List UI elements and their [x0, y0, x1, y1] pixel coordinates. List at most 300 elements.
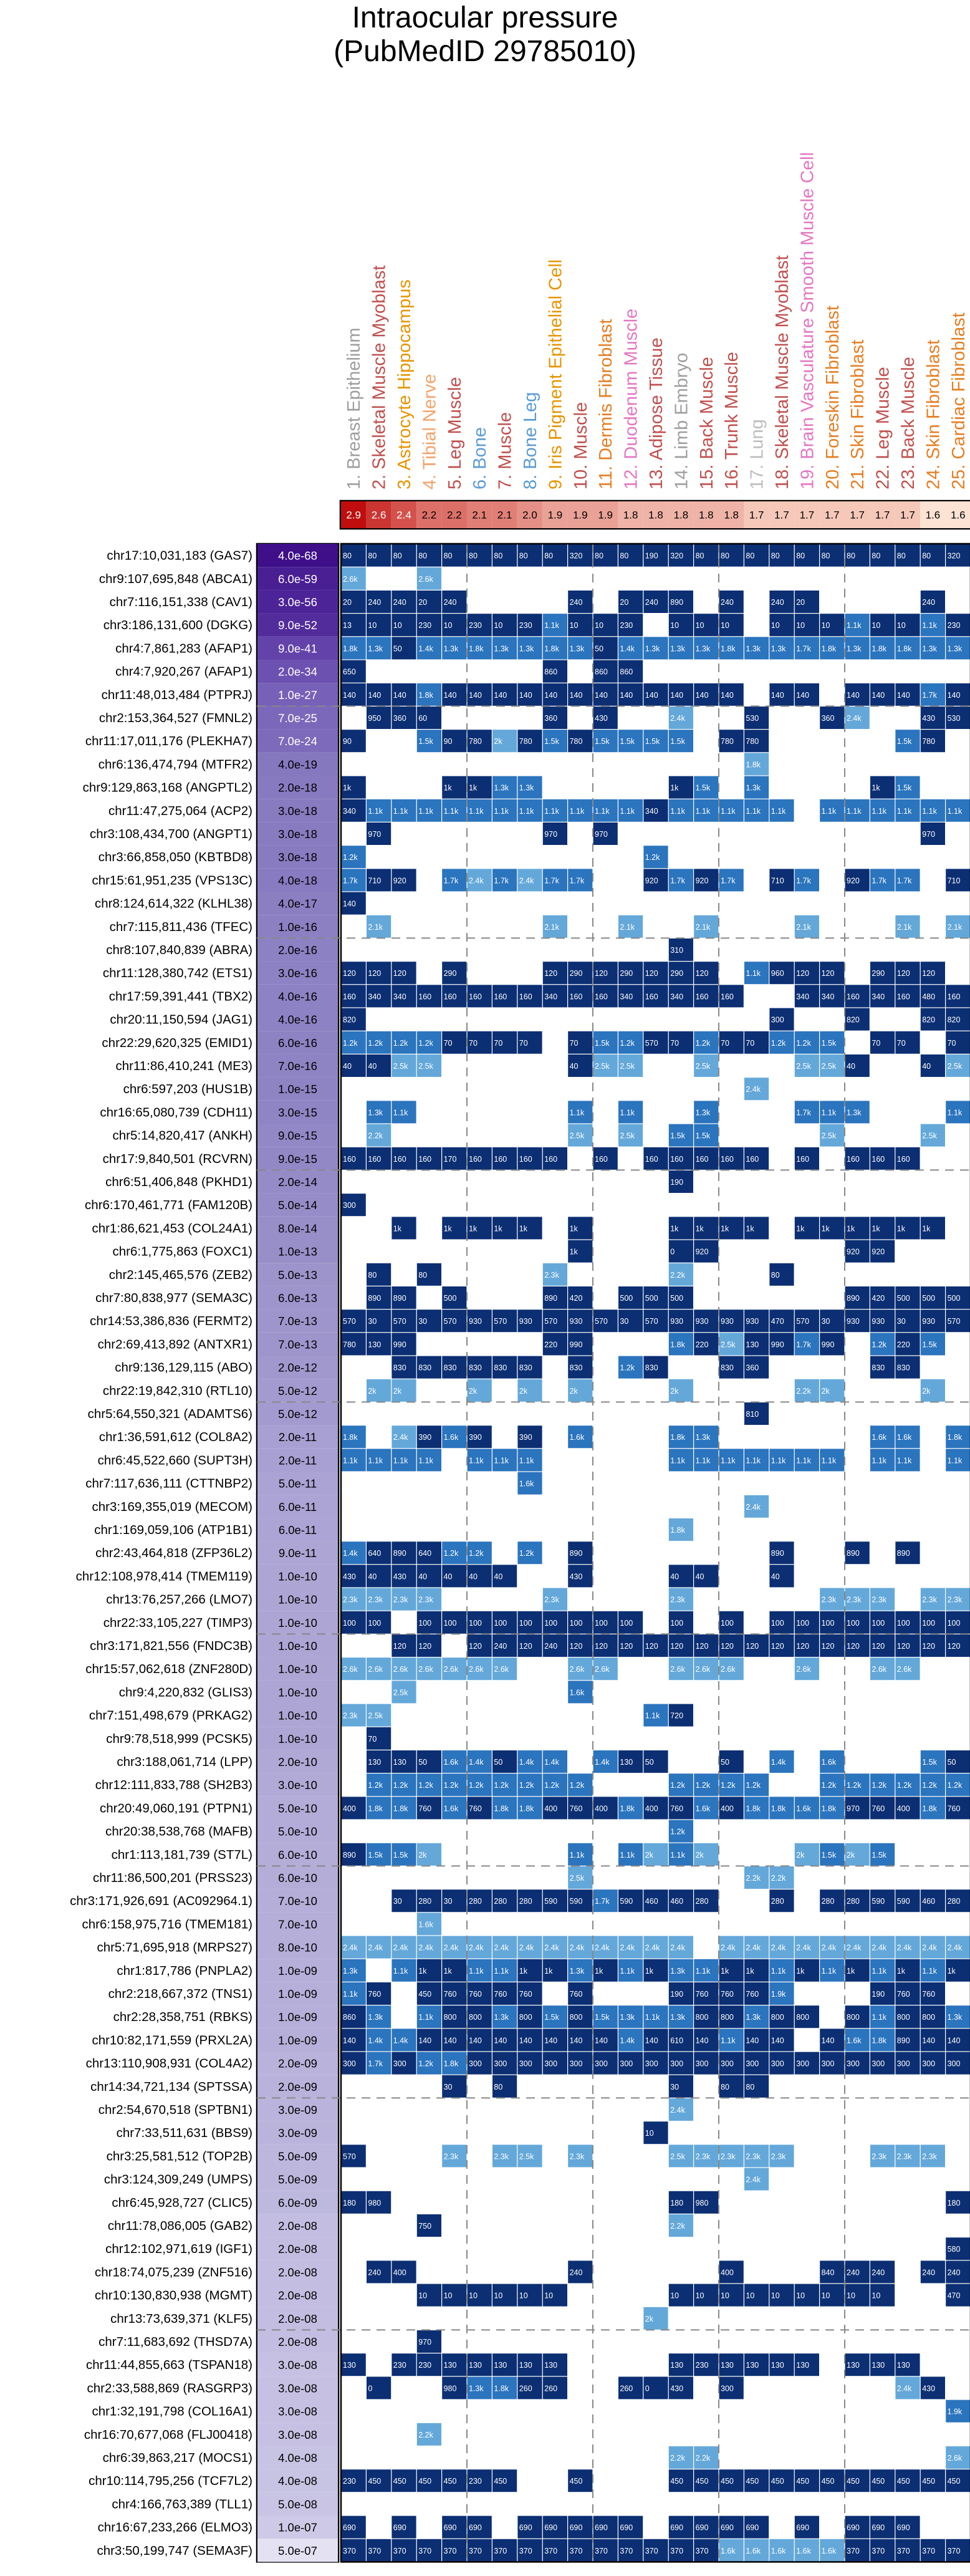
row-label: chr20:11,150,594 (JAG1) [110, 1012, 252, 1027]
cell-value: 2k [368, 1386, 377, 1396]
cell-value: 10 [872, 2291, 881, 2300]
cell-value: 710 [771, 876, 784, 885]
cell-value: 1.2k [771, 1038, 786, 1048]
score-value: 2.6 [371, 509, 387, 521]
cell-value: 10 [494, 2291, 503, 2300]
cell-value: 2.3k [847, 1595, 862, 1604]
cell-value: 1k [645, 1966, 654, 1975]
cell-value: 780 [469, 737, 482, 746]
cell-value: 1.1k [695, 1966, 711, 1975]
pvalue-text: 5.0e-11 [278, 1477, 317, 1490]
cell-value: 1.3k [922, 644, 937, 654]
cell-value: 80 [368, 1270, 377, 1280]
cell-value: 1.1k [469, 806, 484, 816]
cell-value: 820 [343, 1015, 356, 1025]
cell-value: 400 [393, 2268, 406, 2277]
cell-value: 820 [847, 1015, 860, 1025]
row-label: chr17:10,031,183 (GAS7) [107, 548, 252, 563]
cell-value: 2.6k [872, 1665, 887, 1674]
cell-value: 2.2k [418, 2430, 433, 2439]
pvalue-text: 6.0e-16 [278, 1036, 317, 1049]
cell-value: 280 [847, 1897, 860, 1906]
pvalue-text: 1.0e-09 [278, 1987, 317, 2000]
cell-value: 370 [418, 2546, 432, 2555]
cell-value: 180 [670, 2198, 684, 2207]
cell-value: 1.6k [569, 1688, 585, 1697]
cell-value: 2.6k [721, 1665, 736, 1674]
row-label: chr9:4,220,832 (GLIS3) [118, 1685, 252, 1700]
cell-value: 2.6k [418, 1665, 433, 1674]
cell-value: 260 [519, 2384, 532, 2393]
cell-value: 2.3k [872, 2152, 887, 2161]
cell-value: 760 [469, 1990, 482, 1999]
cell-value: 1.1k [771, 1456, 786, 1465]
cell-value: 430 [393, 1572, 406, 1581]
cell-value: 2.6k [443, 1665, 459, 1674]
cell-value: 1.8k [872, 644, 887, 654]
cell-value: 1.1k [947, 806, 963, 816]
cell-value: 1k [872, 1224, 880, 1233]
cell-value: 160 [645, 992, 658, 1001]
cell-value: 1.1k [393, 1456, 408, 1465]
cell-value: 1.2k [393, 1781, 408, 1790]
tissue-label: 6. Bone [470, 427, 491, 490]
cell-value: 2.3k [494, 2152, 509, 2161]
cell-value: 140 [922, 2036, 936, 2045]
cell-value: 890 [393, 1294, 406, 1303]
cell-value: 390 [469, 1433, 482, 1442]
cell-value: 930 [469, 1317, 482, 1326]
score-value: 1.8 [698, 509, 714, 521]
row-label: chr4:7,920,267 (AFAP1) [115, 664, 252, 679]
cell-value: 470 [947, 2291, 961, 2300]
cell-value: 30 [821, 1317, 830, 1326]
cell-value: 430 [922, 2384, 936, 2393]
cell-value: 80 [343, 551, 352, 561]
cell-value: 2k [821, 1386, 830, 1396]
cell-value: 1.3k [569, 1966, 585, 1975]
cell-value: 10 [670, 621, 679, 630]
pvalue-text: 4.0e-17 [278, 897, 317, 910]
cell-value: 930 [847, 1317, 860, 1326]
pvalue-text: 3.0e-18 [278, 851, 317, 864]
cell-value: 1.5k [872, 1850, 887, 1860]
cell-value: 830 [569, 1363, 583, 1372]
pvalue-text: 5.0e-13 [278, 1268, 317, 1281]
cell-value: 240 [494, 1642, 507, 1651]
cell-value: 40 [469, 1572, 478, 1581]
cell-value: 830 [494, 1363, 507, 1372]
cell-value: 760 [368, 1990, 382, 1999]
pvalue-text: 9.0e-15 [278, 1152, 317, 1165]
cell-value: 1k [443, 1966, 452, 1975]
row-label: chr6:158,975,716 (TMEM181) [82, 1917, 252, 1932]
cell-value: 2k [922, 1386, 931, 1396]
cell-value: 1.4k [393, 2036, 408, 2045]
cell-value: 70 [368, 1734, 377, 1744]
row-label: chr11:17,011,176 (PLEKHA7) [85, 734, 252, 749]
cell-value: 500 [947, 1294, 961, 1303]
cell-value: 120 [947, 1642, 961, 1651]
score-value: 1.8 [673, 509, 689, 521]
row-label: chr10:130,830,938 (MGMT) [95, 2288, 252, 2303]
cell-value: 970 [544, 830, 558, 839]
cell-value: 120 [872, 1642, 885, 1651]
cell-value: 190 [872, 1990, 885, 1999]
pvalue-text: 5.0e-10 [278, 1802, 317, 1815]
cell-value: 1.4k [620, 644, 635, 654]
cell-value: 1k [872, 783, 880, 793]
cell-value: 1.5k [922, 1340, 937, 1349]
cell-value: 2.4k [544, 1943, 559, 1952]
cell-value: 140 [544, 2036, 558, 2045]
cell-value: 160 [847, 1154, 860, 1164]
cell-value: 10 [494, 621, 503, 630]
row-label: chr10:82,171,559 (PRXL2A) [92, 2033, 252, 2048]
cell-value: 280 [519, 1897, 532, 1906]
cell-value: 2.6k [368, 1665, 383, 1674]
cell-value: 140 [872, 690, 885, 700]
cell-value: 2.4k [821, 1943, 837, 1952]
row-label: chr15:57,062,618 (ZNF280D) [85, 1662, 252, 1677]
cell-value: 690 [746, 2523, 759, 2532]
cell-value: 1.3k [343, 1966, 358, 1975]
cell-value: 100 [519, 1618, 532, 1628]
cell-value: 140 [469, 2036, 482, 2045]
cell-value: 340 [670, 992, 684, 1001]
cell-value: 1.1k [569, 1108, 585, 1117]
cell-value: 1.2k [494, 1781, 509, 1790]
cell-value: 2.4k [595, 1943, 610, 1952]
pvalue-text: 6.0e-13 [278, 1291, 317, 1305]
cell-value: 100 [368, 1618, 382, 1628]
cell-value: 760 [947, 1804, 961, 1813]
cell-value: 10 [746, 2291, 755, 2300]
cell-value: 1k [544, 1966, 553, 1975]
cell-value: 1.5k [695, 783, 711, 793]
cell-value: 1.5k [922, 1758, 937, 1767]
cell-value: 2.5k [695, 1062, 711, 1071]
row-label: chr11:78,086,005 (GAB2) [107, 2219, 252, 2233]
cell-value: 1.3k [519, 644, 534, 654]
cell-value: 890 [847, 1549, 860, 1558]
cell-value: 800 [771, 2013, 784, 2022]
pvalue-text: 2.0e-34 [278, 665, 317, 678]
cell-value: 160 [469, 992, 482, 1001]
cell-value: 400 [645, 1804, 658, 1813]
cell-value: 10 [645, 2129, 654, 2138]
tissue-label: 1. Breast Epithelium [344, 327, 365, 490]
pvalue-text: 7.0e-10 [278, 1894, 317, 1908]
score-value: 1.7 [799, 509, 815, 521]
cell-value: 890 [670, 598, 684, 607]
cell-value: 1.1k [645, 2013, 660, 2022]
cell-value: 500 [670, 1294, 684, 1303]
cell-value: 10 [721, 2291, 729, 2300]
cell-value: 690 [569, 2523, 583, 2532]
cell-value: 2.5k [393, 1062, 408, 1071]
cell-value: 70 [443, 1038, 453, 1048]
cell-value: 2.4k [519, 1943, 534, 1952]
row-label: chr3:50,199,747 (SEMA3F) [97, 2543, 252, 2558]
cell-value: 2.6k [494, 1665, 509, 1674]
tissue-label: 24. Skin Fibroblast [923, 339, 944, 490]
cell-value: 13 [343, 621, 352, 630]
cell-value: 1.2k [469, 1781, 484, 1790]
cell-value: 950 [368, 714, 382, 723]
cell-value: 2.4k [947, 1943, 963, 1952]
cell-value: 340 [796, 992, 810, 1001]
cell-value: 40 [922, 1062, 931, 1071]
cell-value: 450 [896, 2477, 910, 2486]
cell-value: 760 [721, 1990, 734, 1999]
cell-value: 140 [519, 2036, 532, 2045]
cell-value: 1.4k [469, 1758, 484, 1767]
cell-value: 100 [796, 1618, 810, 1628]
cell-value: 10 [796, 621, 805, 630]
cell-value: 1k [721, 1966, 729, 1975]
cell-value: 130 [796, 2361, 810, 2370]
cell-value: 2.3k [544, 1270, 559, 1280]
cell-value: 340 [821, 992, 835, 1001]
pvalue-text: 4.0e-19 [278, 758, 317, 771]
tissue-label: 11. Dermis Fibroblast [596, 319, 617, 490]
cell-value: 120 [896, 969, 910, 978]
cell-value: 100 [343, 1618, 356, 1628]
cell-value: 290 [670, 969, 684, 978]
cell-value: 1k [746, 1224, 754, 1233]
cell-value: 1k [746, 1966, 754, 1975]
score-value: 1.6 [950, 509, 966, 521]
tissue-label: 7. Muscle [495, 412, 516, 490]
cell-value: 1k [443, 1224, 452, 1233]
cell-value: 30 [393, 1897, 402, 1906]
cell-value: 1.1k [620, 806, 635, 816]
cell-value: 160 [872, 1154, 885, 1164]
cell-value: 2.1k [796, 922, 811, 932]
cell-value: 2.4k [519, 876, 534, 885]
cell-value: 30 [620, 1317, 629, 1326]
cell-value: 930 [721, 1317, 734, 1326]
pvalue-text: 4.0e-08 [278, 2474, 317, 2488]
cell-value: 2.4k [670, 714, 685, 723]
tissue-label: 15. Back Muscle [696, 357, 717, 490]
cell-value: 1.1k [393, 1108, 408, 1117]
cell-value: 260 [544, 2384, 558, 2393]
row-label: chr13:73,639,371 (KLF5) [110, 2311, 252, 2326]
cell-value: 2.3k [821, 1595, 837, 1604]
cell-value: 220 [544, 1340, 558, 1349]
cell-value: 890 [569, 1549, 583, 1558]
cell-value: 280 [821, 1897, 835, 1906]
cell-value: 230 [418, 621, 432, 630]
cell-value: 140 [645, 2036, 658, 2045]
cell-value: 2.6k [896, 1665, 912, 1674]
cell-value: 450 [569, 2477, 583, 2486]
cell-value: 570 [796, 1317, 810, 1326]
cell-value: 1.3k [670, 644, 685, 654]
pvalue-text: 1.0e-10 [278, 1593, 317, 1606]
cell-value: 2.3k [670, 1595, 685, 1604]
cell-value: 10 [569, 621, 579, 630]
cell-value: 1.6k [443, 1433, 459, 1442]
score-value: 2.4 [396, 509, 411, 521]
cell-value: 280 [695, 1897, 709, 1906]
pvalue-text: 8.0e-10 [278, 1941, 317, 1954]
cell-value: 2.6k [670, 1665, 685, 1674]
cell-value: 800 [922, 2013, 936, 2022]
cell-value: 1.2k [368, 1038, 383, 1048]
score-value: 1.7 [850, 509, 865, 521]
cell-value: 800 [721, 2013, 734, 2022]
cell-value: 1.3k [569, 644, 585, 654]
cell-value: 1.1k [746, 969, 761, 978]
cell-value: 760 [872, 1804, 885, 1813]
pvalue-text: 3.0e-56 [278, 596, 317, 609]
cell-value: 10 [695, 621, 704, 630]
cell-value: 2.6k [343, 1665, 358, 1674]
cell-value: 370 [343, 2546, 356, 2555]
cell-value: 1.1k [947, 1456, 963, 1465]
cell-value: 570 [947, 1317, 961, 1326]
row-label: chr8:107,840,839 (ABRA) [106, 943, 252, 957]
row-label: chr3:124,309,249 (UMPS) [103, 2172, 252, 2187]
pvalue-text: 4.0e-68 [278, 549, 317, 562]
cell-value: 2.2k [796, 1386, 811, 1396]
cell-value: 2.4k [645, 1943, 660, 1952]
pvalue-text: 1.0e-07 [278, 2521, 317, 2534]
row-label: chr1:113,181,739 (ST7L) [111, 1847, 252, 1862]
cell-value: 340 [645, 806, 658, 816]
cell-value: 2.2k [695, 2454, 711, 2463]
cell-value: 2k [847, 1850, 855, 1860]
pvalue-text: 1.0e-10 [278, 1686, 317, 1699]
cell-value: 50 [393, 644, 402, 654]
cell-value: 500 [896, 1294, 910, 1303]
cell-value: 2.5k [595, 1062, 610, 1071]
cell-value: 820 [922, 1015, 936, 1025]
cell-value: 2.3k [695, 2152, 711, 2161]
cell-value: 80 [721, 551, 729, 561]
cell-value: 1.5k [695, 1131, 711, 1141]
cell-value: 970 [418, 2338, 432, 2347]
cell-value: 2.4k [670, 1943, 685, 1952]
pvalue-text: 5.0e-14 [278, 1199, 317, 1212]
cell-value: 450 [771, 2477, 784, 2486]
cell-value: 1.6k [796, 2546, 811, 2555]
cell-value: 1.1k [695, 806, 711, 816]
cell-value: 140 [393, 690, 406, 700]
cell-value: 690 [393, 2523, 406, 2532]
cell-value: 10 [721, 621, 729, 630]
cell-value: 2.1k [620, 922, 635, 932]
tissue-label: 4. Tibial Nerve [420, 374, 440, 490]
chart-title: Intraocular pressure [352, 1, 618, 34]
cell-value: 240 [443, 598, 457, 607]
cell-value: 930 [746, 1317, 759, 1326]
tissue-label: 13. Adipose Tissue [646, 337, 666, 490]
cell-value: 1.8k [670, 1340, 685, 1349]
cell-value: 370 [494, 2546, 507, 2555]
cell-value: 1.4k [771, 1758, 786, 1767]
cell-value: 1.1k [343, 1990, 358, 1999]
cell-value: 1.8k [872, 2036, 887, 2045]
row-label: chr11:44,855,663 (TSPAN18) [85, 2358, 252, 2373]
cell-value: 2.4k [569, 1943, 585, 1952]
cell-value: 130 [670, 2361, 684, 2370]
cell-value: 100 [872, 1618, 885, 1628]
cell-value: 810 [746, 1410, 759, 1419]
cell-value: 10 [443, 2291, 453, 2300]
cell-value: 1.2k [872, 1781, 887, 1790]
row-label: chr3:66,858,050 (KBTBD8) [98, 850, 252, 865]
cell-value: 430 [343, 1572, 356, 1581]
pvalue-text: 2.0e-09 [278, 2057, 317, 2070]
cell-value: 1.3k [620, 2013, 635, 2022]
cell-value: 780 [746, 737, 759, 746]
pvalue-text: 3.0e-08 [278, 2358, 317, 2372]
cell-value: 400 [343, 1804, 356, 1813]
cell-value: 180 [947, 2198, 961, 2207]
row-label: chr11:86,500,201 (PRSS23) [92, 1871, 252, 1885]
row-label: chr4:7,861,283 (AFAP1) [115, 641, 252, 656]
cell-value: 370 [847, 2546, 860, 2555]
pvalue-text: 7.0e-24 [278, 735, 317, 748]
cell-value: 360 [393, 714, 406, 723]
cell-value: 130 [771, 2361, 784, 2370]
cell-value: 2.2k [771, 1874, 786, 1883]
cell-value: 450 [721, 2477, 734, 2486]
pvalue-text: 2.0e-11 [278, 1430, 317, 1444]
cell-value: 720 [670, 1711, 684, 1720]
cell-value: 640 [368, 1549, 382, 1558]
cell-value: 80 [544, 551, 554, 561]
cell-value: 50 [418, 1758, 428, 1767]
pvalue-text: 6.0e-10 [278, 1871, 317, 1884]
cell-value: 300 [569, 2059, 583, 2068]
cell-value: 1.1k [896, 806, 912, 816]
cell-value: 2.4k [896, 1943, 912, 1952]
cell-value: 450 [443, 2477, 457, 2486]
cell-value: 300 [695, 2059, 709, 2068]
cell-value: 1.3k [645, 644, 660, 654]
cell-value: 2.3k [368, 1595, 383, 1604]
cell-value: 1.2k [418, 1781, 433, 1790]
cell-value: 20 [418, 598, 428, 607]
cell-value: 160 [393, 1154, 406, 1164]
cell-value: 1.1k [872, 806, 887, 816]
cell-value: 2.3k [721, 2152, 736, 2161]
tissue-label: 22. Leg Muscle [873, 367, 893, 490]
cell-value: 1.2k [343, 853, 358, 862]
pvalue-text: 1.0e-10 [278, 1570, 317, 1583]
cell-value: 160 [368, 1154, 382, 1164]
cell-value: 1.2k [670, 1781, 685, 1790]
row-label: chr2:69,413,892 (ANTXR1) [97, 1337, 252, 1352]
cell-value: 170 [443, 1154, 457, 1164]
cell-value: 140 [821, 2036, 835, 2045]
cell-value: 1.1k [544, 806, 559, 816]
cell-value: 220 [896, 1340, 910, 1349]
cell-value: 570 [443, 1317, 457, 1326]
cell-value: 340 [393, 992, 406, 1001]
cell-value: 2.4k [872, 1943, 887, 1952]
cell-value: 2.4k [721, 1943, 736, 1952]
cell-value: 10 [595, 621, 603, 630]
cell-value: 800 [796, 2013, 810, 2022]
cell-value: 590 [620, 1897, 633, 1906]
cell-value: 450 [746, 2477, 759, 2486]
